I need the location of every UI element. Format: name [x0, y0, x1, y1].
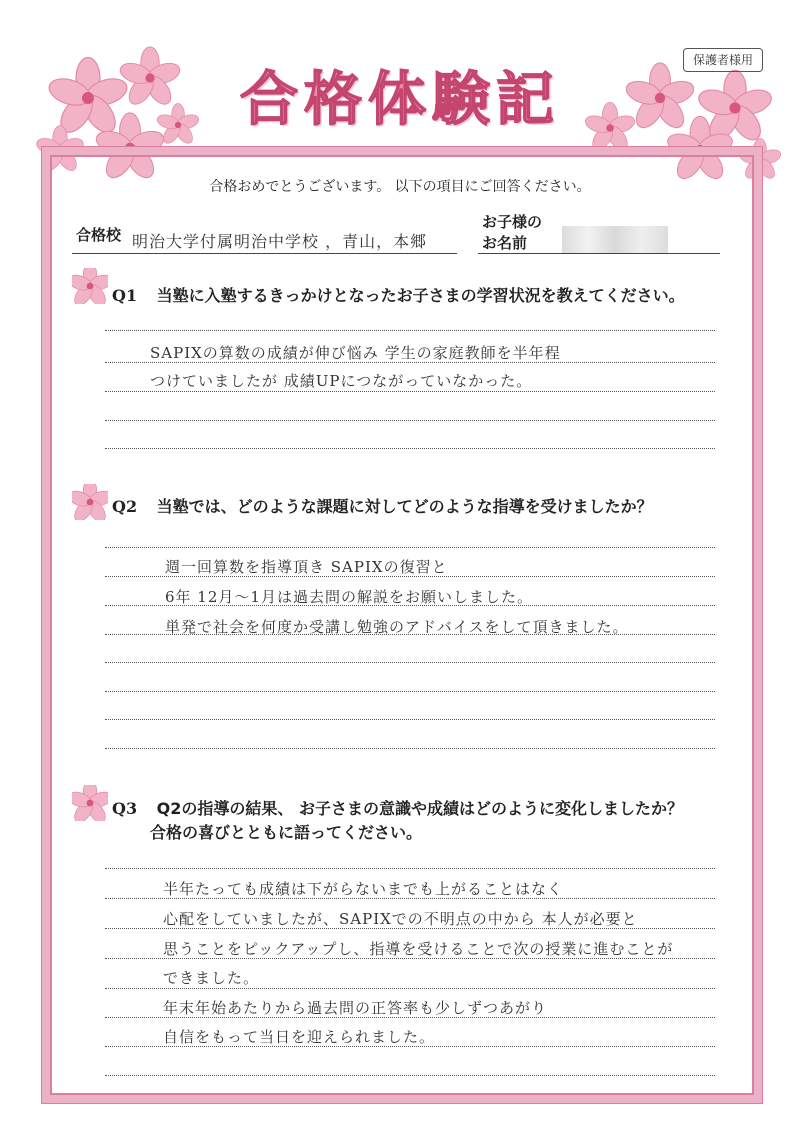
q3-answer-line: 半年たっても成績は下がらないまでも上がることはなく: [163, 880, 564, 898]
q1-line: [105, 391, 715, 392]
q2-answer-line: 単発で社会を何度か受講し勉強のアドバイスをして頂きました。: [165, 618, 629, 636]
q3-line: [105, 988, 715, 989]
page-title: 合格体験記: [239, 65, 560, 133]
q3-question-text-1: Q2の指導の結果、 お子さまの意識や成績はどのように変化しましたか？: [156, 799, 683, 818]
q1-question-text: 当塾に入塾するきっかけとなったお子さまの学習状況を教えてください。: [156, 286, 685, 305]
q2-answer-line: 6年 12月～1月は過去問の解説をお願いしました。: [165, 588, 533, 606]
guardian-badge: 保護者様用: [683, 48, 763, 72]
q3-line: [105, 868, 715, 869]
q3-question-text-2: 合格の喜びとともに語ってください。: [150, 823, 423, 842]
q3-question: [112, 796, 683, 819]
q3-answer-line: 自信をもって当日を迎えられました。: [163, 1028, 436, 1046]
q1-line: [105, 330, 715, 331]
q3-line: [105, 1075, 715, 1076]
q1-answer-line: SAPIXの算数の成績が伸び悩み 学生の家庭教師を半年程: [150, 344, 561, 362]
q3-answer-line: できました。: [163, 969, 260, 987]
q2-line: [105, 547, 715, 548]
school-underline: [72, 253, 457, 254]
q1-question: [112, 283, 685, 306]
child-name-label-1: お子様の: [482, 213, 543, 231]
q2-line: [105, 662, 715, 663]
q2-answer-line: 週一回算数を指導頂き SAPIXの復習と: [165, 558, 448, 576]
q2-line: [105, 748, 715, 749]
q3-answer-line: 心配をしていましたが、SAPIXでの不明点の中から 本人が必要と: [163, 910, 638, 928]
q2-line: [105, 691, 715, 692]
q2-blossom-icon: [72, 484, 108, 520]
child-name-redacted: [562, 226, 668, 254]
child-name-underline: [478, 253, 720, 254]
q3-blossom-icon: [72, 785, 108, 821]
q2-question: [112, 494, 653, 517]
q1-answer-line: つけていましたが 成績UPにつながっていなかった。: [150, 372, 533, 390]
q3-answer-line: 年末年始あたりから過去問の正答率も少しずつあがり: [163, 999, 548, 1017]
school-label: 合格校: [76, 226, 122, 244]
q1-number: Q1: [112, 286, 138, 305]
q1-blossom-icon: [72, 268, 108, 304]
q2-question-text: 当塾では、どのような課題に対してどのような指導を受けましたか？: [156, 497, 653, 516]
q3-answer-line: 思うことをピックアップし、指導を受けることで次の授業に進むことが: [163, 940, 674, 958]
q1-line: [105, 420, 715, 421]
q2-line: [105, 719, 715, 720]
q2-number: Q2: [112, 497, 138, 516]
intro-text: 合格おめでとうございます。 以下の項目にご回答ください。: [209, 179, 591, 195]
school-value: 明治大学付属明治中学校 ，青山，本郷: [132, 232, 428, 251]
child-name-label-2: お名前: [482, 234, 528, 252]
q3-number: Q3: [112, 799, 138, 818]
q1-line: [105, 448, 715, 449]
